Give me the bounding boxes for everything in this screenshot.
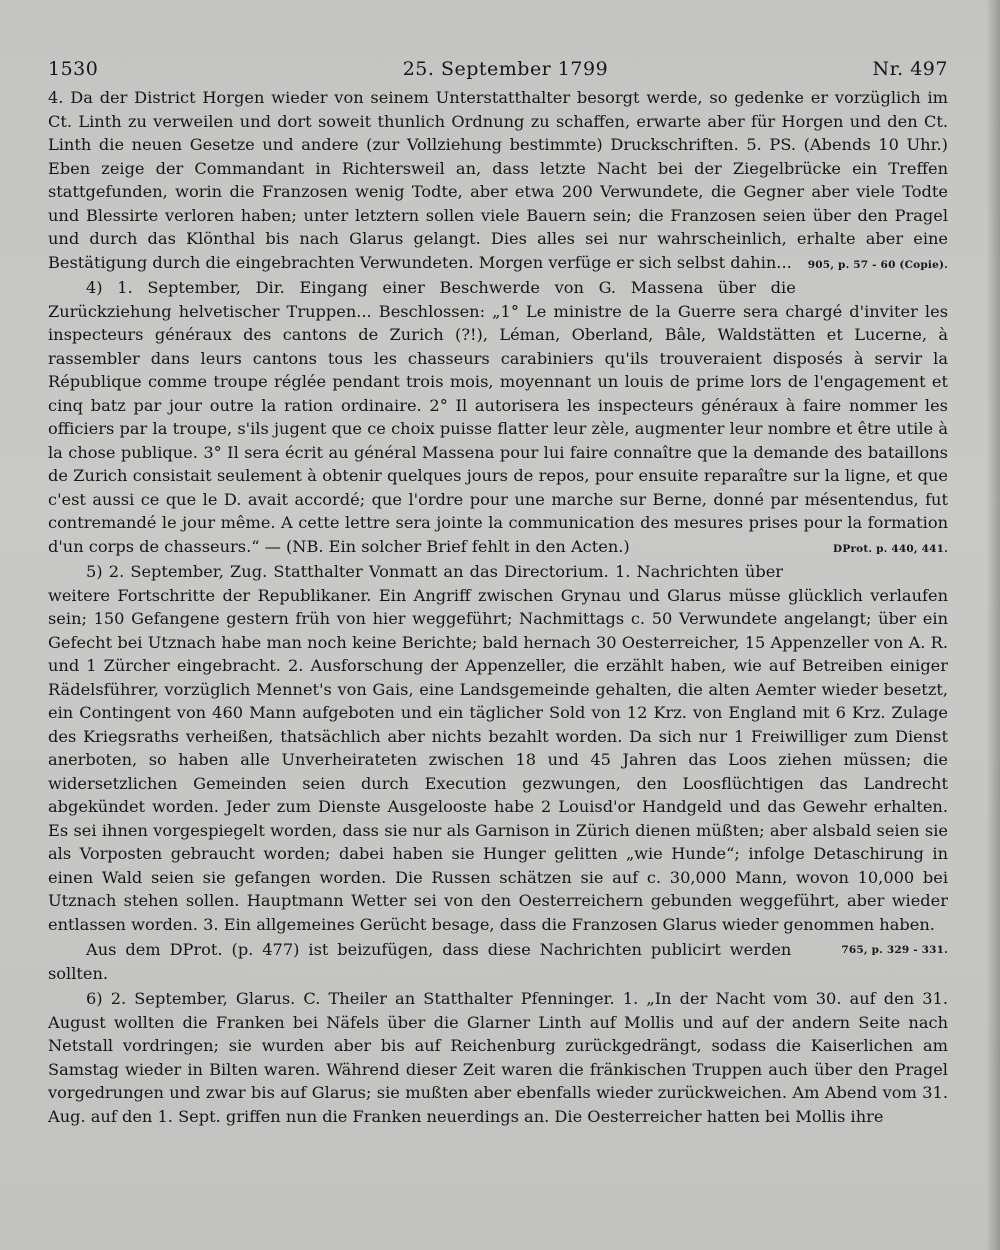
document-body [48, 86, 948, 1128]
paragraph-text: 5) 2. September, Zug. Statthalter Vonmatt an das Directorium. 1. Nachrichten über weitere Fortschritte der Republikaner. Ein Angriff zwischen Grynau und Glarus müsse glücklich verlaufen sein; 150 Gefangene gestern früh von hier weggeführt; Nachmittags c. 50 Verwundete angelangt; über ein Gefecht bei Utznach habe man noch keine Berichte; bald hernach 30 Oesterreicher, 15 Appenzeller von A. R. und 1 Zürcher eingebracht. 2. Ausforschung der Appenzeller, die erzählt haben, wie auf Betreiben einiger Rädelsführer, vorzüglich Mennet's von Gais, eine Landsgemeinde gehalten, die alten Aemter wieder besetzt, ein Contingent von 460 Mann aufgeboten und ein täglicher Sold von 12 Krz. von England mit 6 Krz. Zulage des Kriegsraths verheißen, thatsächlich aber nichts bezahlt worden. Da sich nur 1 Freiwilliger zum Dienst anerboten, so haben alle Unverheirateten zwischen 18 und 45 Jahren das Loos ziehen müssen; die widersetzlichen Gemeinden seien durch Execution gezwungen, den Loosflüchtigen das Landrecht abgekündet worden. Jeder zum Dienste Ausgelooste habe 2 Louisd'or Handgeld und das Gewehr erhalten. Es sei ihnen vorgespiegelt worden, dass sie nur als Garnison in Zürich dienen müßten; aber alsbald seien sie als Vorposten gebraucht worden; dabei haben sie Hunger gelitten „wie Hunde“; infolge Detaschirung in einen Wald seien sie gefangen worden. Die Russen schätzen sie auf c. 30,000 Mann, wovon 10,000 bei Utznach stehen sollen. Hauptmann Wetter sei von den Oesterreichern gebunden weggeführt, aber wieder entlassen worden. 3. Ein allgemeines Gerücht besage, dass die Franzosen Glarus wieder genommen haben. [48, 562, 948, 934]
paragraph-text: 4) 1. September, Dir. Eingang einer Beschwerde von G. Massena über die Zurückziehung helvetischer Truppen... Beschlossen: „1° Le ministre de la Guerre sera chargé d'inviter les inspecteurs généraux des cantons de Zurich (?!), Léman, Oberland, Bâle, Waldstätten et Lucerne, à rassembler dans leurs cantons tous les chasseurs carabiniers qu'ils trouveraient disposés à servir la République comme troupe réglée pendant trois mois, moyennant un louis de prime lors de l'engagement et cinq batz par jour outre la ration ordinaire. 2° Il autorisera les inspecteurs généraux à faire nommer les officiers par la troupe, s'ils jugent que ce choix puisse flatter leur zèle, augmenter leur nombre et être utile à la chose publique. 3° Il sera écrit au général Massena pour lui faire connaître que la demande des bataillons de Zurich consistait seulement à obtenir quelques jours de repos, pour ensuite reparaître sur la ligne, et que c'est aussi ce que le D. avait accordé; que l'ordre pour une marche sur Berne, donné par mésentendus, fut contremandé le jour même. A cette lettre sera jointe la communication des mesures prises pour la formation d'un corps de chasseurs.“ — (NB. Ein solcher Brief fehlt in den Acten.) [48, 278, 948, 556]
paragraph-text: Aus dem DProt. (p. 477) ist beizufügen, dass diese Nachrichten publicirt werden sollten. [48, 940, 792, 983]
header-date: 25. September 1799 [402, 58, 609, 80]
source-reference: 765, p. 329 - 331. [841, 944, 948, 956]
source-reference: 905, p. 57 - 60 (Copie). [807, 258, 948, 271]
page-header [48, 58, 948, 80]
source-reference: DProt. p. 440, 441. [833, 542, 948, 555]
paragraph [48, 987, 948, 1128]
document-number: Nr. 497 [872, 58, 948, 80]
paragraph [48, 86, 948, 274]
paragraph-text: 6) 2. September, Glarus. C. Theiler an Statthalter Pfenninger. 1. „In der Nacht vom 30. auf den 31. August wollten die Franken bei Näfels über die Glarner Linth auf Mollis und auf der andern Seite nach Netstall vordringen; sie wurden aber bis auf Reichenburg zurückgedrängt, sodass die Kaiserlichen am Samstag wieder in Bilten waren. Während dieser Zeit waren die fränkischen Truppen auch über den Pragel vorgedrungen und zwar bis auf Glarus; sie mußten aber ebenfalls wieder zurückweichen. Am Abend vom 31. Aug. auf den 1. Sept. griffen nun die Franken neuerdings an. Die Oesterreicher hatten bei Mollis ihre [48, 989, 948, 1126]
paragraph [48, 276, 948, 558]
paragraph-text: 4. Da der District Horgen wieder von seinem Unterstatthalter besorgt werde, so gedenke er vorzüglich im Ct. Linth zu verweilen und dort soweit thunlich Ordnung zu schaffen, erwarte aber für Horgen und den Ct. Linth die neuen Gesetze und andere (zur Vollziehung bestimmte) Druckschriften. 5. PS. (Abends 10 Uhr.) Eben zeige der Commandant in Richtersweil an, dass letzte Nacht bei der Ziegelbrücke ein Treffen stattgefunden, worin die Franzosen wenig Todte, aber etwa 200 Verwundete, die Gegner aber viele Todte und Blessirte verloren haben; unter letztern sollen viele Bauern sein; die Franzosen seien über den Pragel und durch das Klönthal bis nach Glarus gelangt. Dies alles sei nur wahrscheinlich, erhalte aber eine Bestätigung durch die eingebrachten Verwundeten. Morgen verfüge er sich selbst dahin... [48, 88, 948, 272]
paragraph [48, 560, 948, 956]
page-number: 1530 [48, 58, 99, 80]
